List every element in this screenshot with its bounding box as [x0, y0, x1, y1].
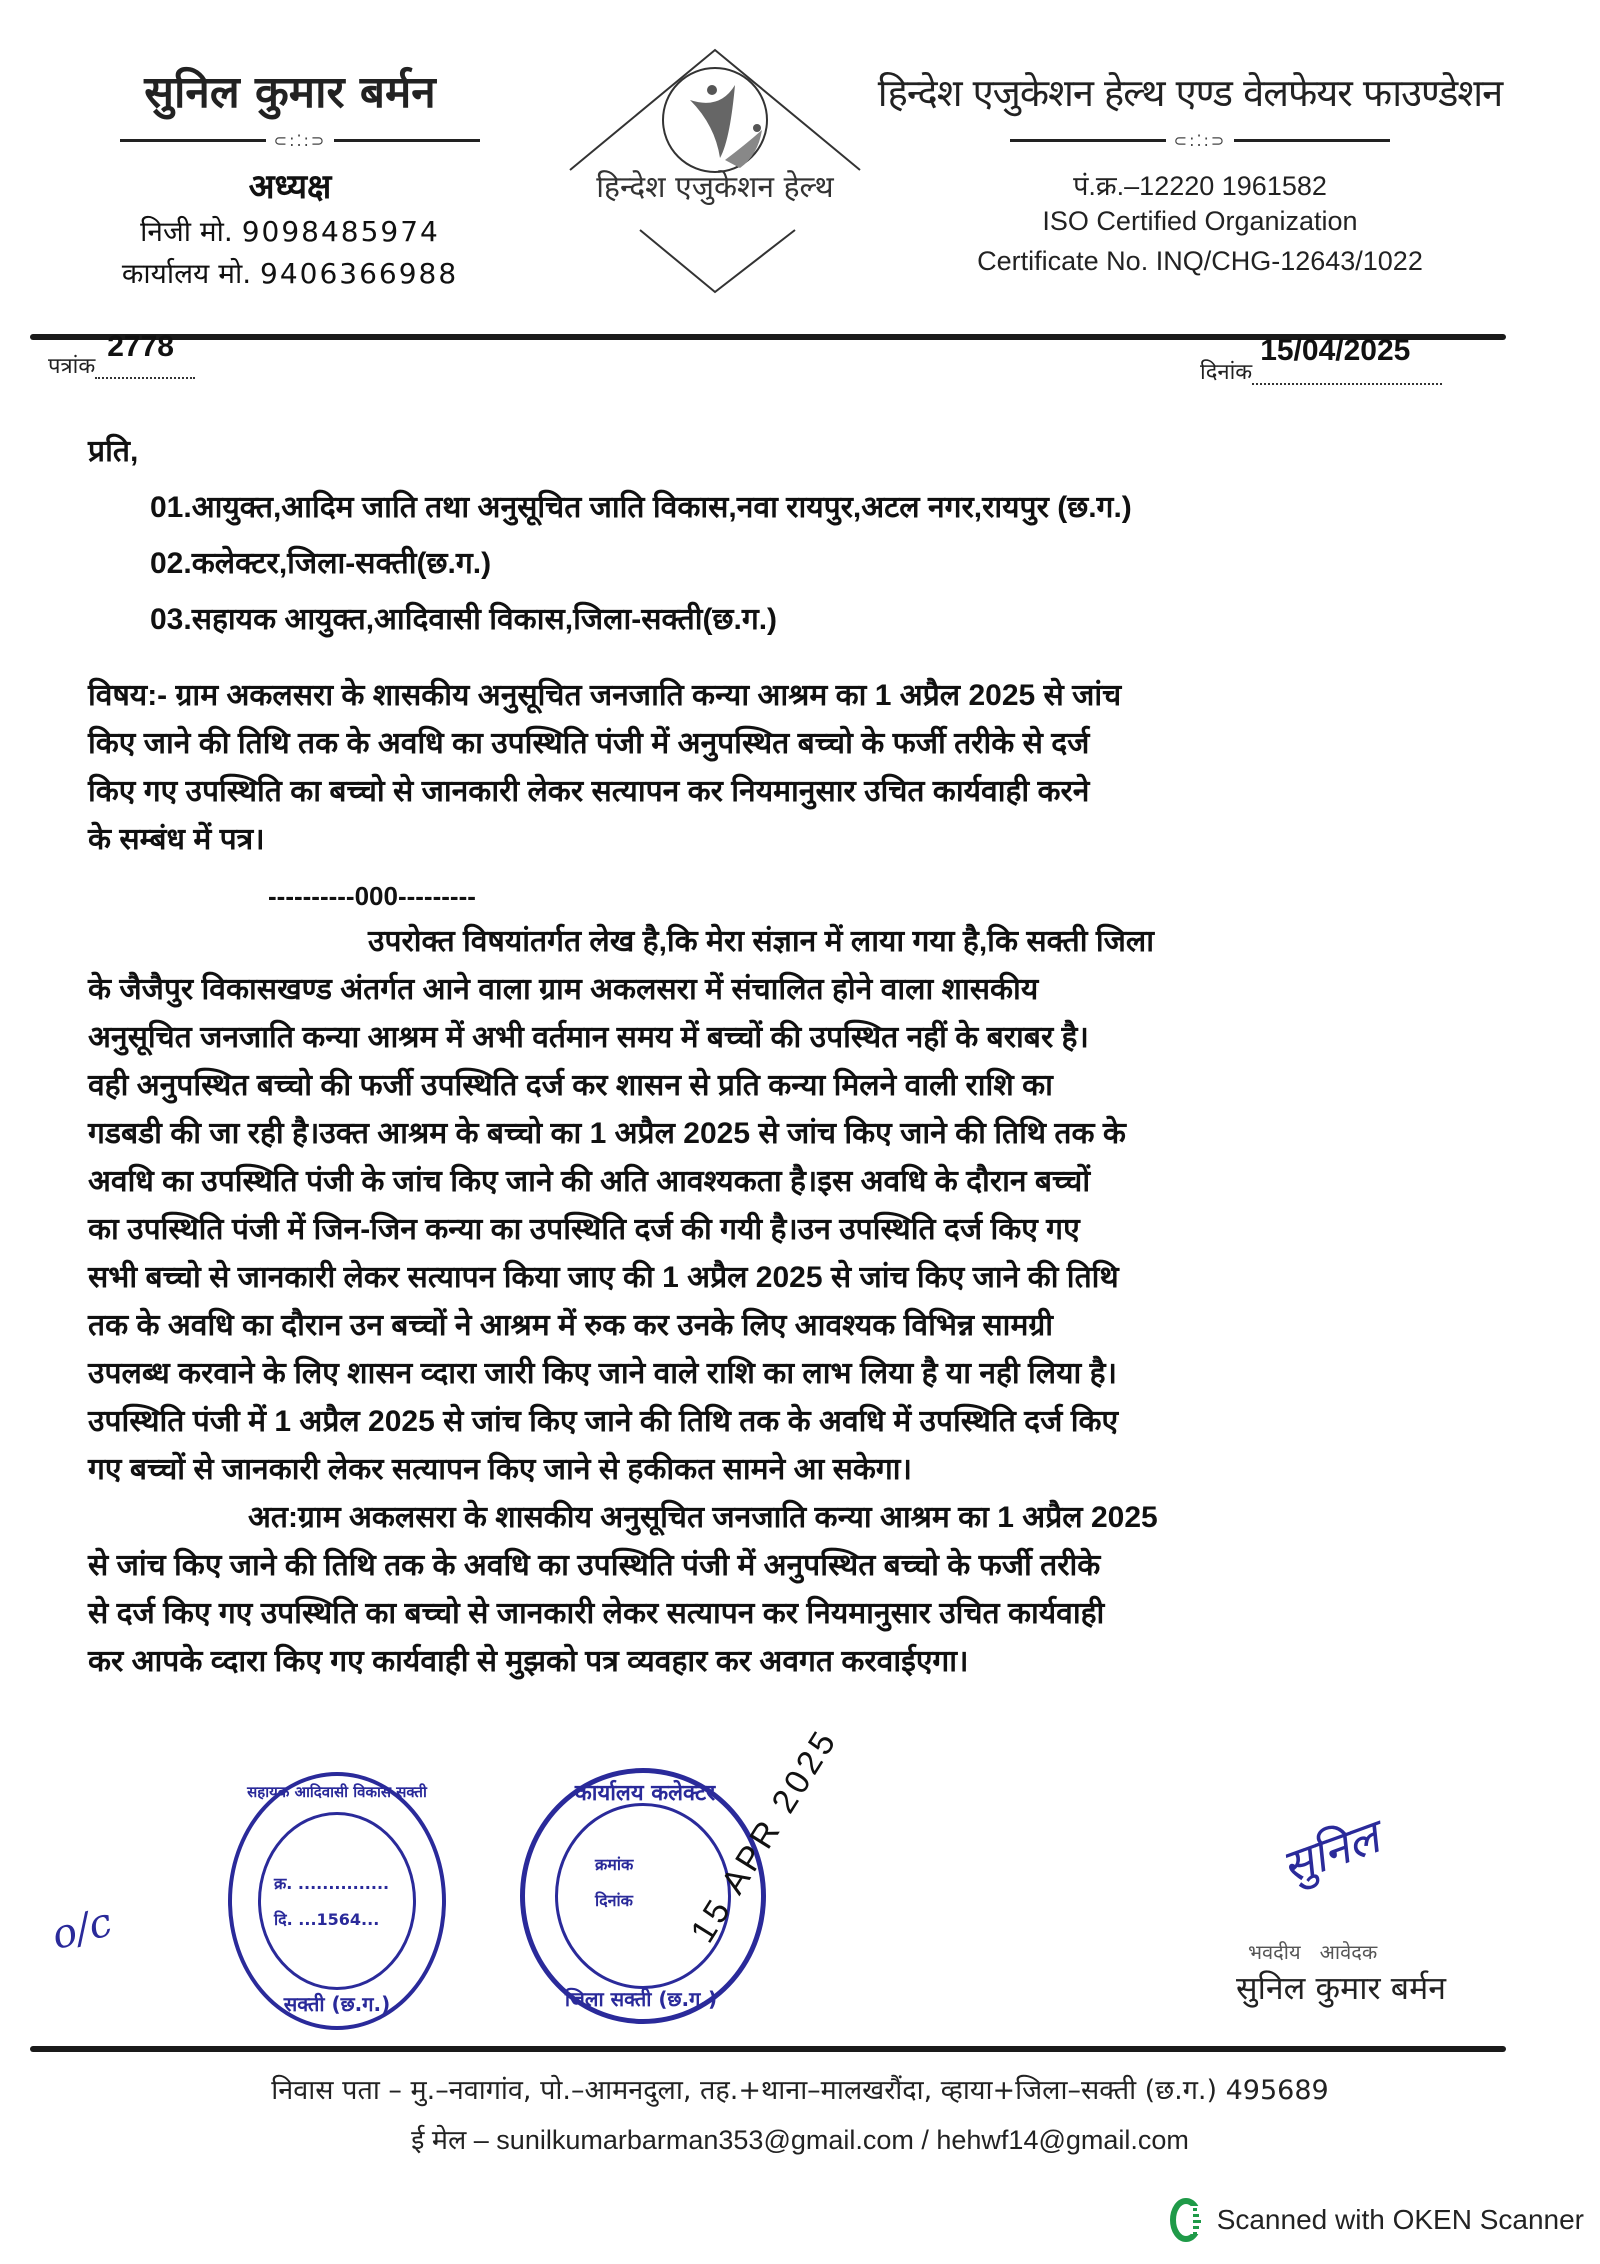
salutation: प्रति,	[88, 435, 139, 468]
right-ornament: ⊂:⁚:⊃	[1010, 130, 1390, 150]
phone-office: कार्यालय मो. 9406366988	[121, 257, 459, 290]
received-stamp-2: कार्यालय कलेक्टर क्रमांक दिनांक जिला सक्ती (छ.ग.)	[520, 1768, 766, 2024]
signatory-name: सुनिल कुमार बर्मन	[1236, 1969, 1446, 2007]
letter-date: दिनांक 15/04/2025	[1200, 356, 1442, 386]
certificate-number: Certificate No. INQ/CHG-12643/1022	[977, 246, 1423, 276]
subject: विषय:- ग्राम अकलसरा के शासकीय अनुसूचित जनजाति कन्या आश्रम का 1 अप्रैल 2025 से जांच किए जाने की तिथि तक के अवधि का उपस्थिति पंजी में अनुपस्थित बच्चो के फर्जी तरीके से दर्ज किए गए उपस्थिति का बच्चो से जानकारी लेकर सत्यापन कर नियमानुसार उचित कार्यवाही करने के सम्बंध में पत्र।	[88, 679, 1122, 856]
letterhead-name: सुनिल कुमार बर्मन	[144, 67, 436, 118]
reference-number: पत्रांक 2778	[48, 350, 195, 380]
left-ornament: ⊂:⁚:⊃	[120, 130, 480, 150]
signature-closing: भवदीय आवेदक	[1248, 1940, 1378, 1964]
subject-separator: ----------000---------	[268, 881, 476, 911]
residential-address: निवास पता – मु.–नवागांव, पो.–आमनदुला, तह.+थाना–मालखरौंदा, व्हाया+जिला–सक्ती (छ.ग.) 495689	[271, 2075, 1329, 2106]
recipient-list	[150, 480, 1530, 648]
signature-scrawl: सुनिल	[1274, 1809, 1387, 1895]
body-paragraph-2: अत:ग्राम अकलसरा के शासकीय अनुसूचित जनजाति कन्या आश्रम का 1 अप्रैल 2025 से जांच किए जाने की तिथि तक के अवधि का उपस्थिति पंजी में अनुपस्थित बच्चो के फर्जी तरीके से दर्ज किए गए उपस्थिति का बच्चो से जानकारी लेकर सत्यापन कर नियमानुसार उचित कार्यवाही कर आपके व्दारा किए गए कार्यवाही से मुझको पत्र व्यवहार कर अवगत करवाईएगा।	[88, 1501, 1158, 1678]
footer-divider	[30, 2046, 1506, 2052]
body-paragraph-1: उपरोक्त विषयांतर्गत लेख है,कि मेरा संज्ञान में लाया गया है,कि सक्ती जिला के जैजैपुर विकासखण्ड अंतर्गत आने वाला ग्राम अकलसरा में संचालित होने वाला शासकीय अनुसूचित जनजाति कन्या आश्रम में अभी वर्तमान समय में बच्चों की उपस्थित नहीं के बराबर है। वही अनुपस्थित बच्चो की फर्जी उपस्थिति दर्ज कर शासन से प्रति कन्या मिलने वाली राशि का गडबडी की जा रही है।उक्त आश्रम के बच्चो का 1 अप्रैल 2025 से जांच किए जाने की तिथि तक के अवधि का उपस्थिति पंजी के जांच किए जाने की अति आवश्यकता है।इस अवधि के दौरान बच्चों का उपस्थिति पंजी में जिन-जिन कन्या का उपस्थिति दर्ज की गयी है।उन उपस्थिति दर्ज किए गए सभी बच्चो से जानकारी लेकर सत्यापन किया जाए की 1 अप्रैल 2025 से जांच किए जाने की तिथि तक के अवधि का दौरान उन बच्चों ने आश्रम में रुक कर उनके लिए आवश्यक विभिन्न सामग्री उपलब्ध करवाने के लिए शासन व्दारा जारी किए जाने वाले राशि का लाभ लिया है या नही लिया है। उपस्थिति पंजी में 1 अप्रैल 2025 से जांच किए जाने की तिथि तक के अवधि में उपस्थिति दर्ज किए गए बच्चों से जानकारी लेकर सत्यापन किए जाने से हकीकत सामने आ सकेगा।	[88, 925, 1155, 1486]
received-stamp-1: सहायक आदिवासी विकास सक्ती क्र. ............... दि. ...1564... सक्ती (छ.ग.)	[228, 1772, 446, 2030]
recipient-3: 03.सहायक आयुक्त,आदिवासी विकास,जिला-सक्ती(छ.ग.)	[150, 603, 778, 636]
logo-caption: हिन्देश एजुकेशन हेल्थ	[596, 170, 834, 205]
oken-scanner-logo-icon	[1169, 2196, 1203, 2244]
iso-certification: ISO Certified Organization	[1042, 206, 1358, 236]
recipient-1: 01.आयुक्त,आदिम जाति तथा अनुसूचित जाति विकास,नवा रायपुर,अटल नगर,रायपुर (छ.ग.)	[150, 491, 1132, 524]
scanner-watermark	[1169, 2196, 1584, 2244]
organization-name: हिन्देश एजुकेशन हेल्थ एण्ड वेलफेयर फाउण्डेशन	[877, 71, 1503, 115]
recipient-2: 02.कलेक्टर,जिला-सक्ती(छ.ग.)	[150, 547, 492, 580]
received-date-stamp: 15 APR 2025	[683, 1721, 846, 1950]
oc-mark: o/c	[47, 1899, 117, 1959]
phone-personal: निजी मो. 9098485974	[140, 215, 440, 248]
scanner-watermark-text: Scanned with OKEN Scanner	[1216, 2204, 1584, 2235]
registration-number: पं.क्र.–12220 1961582	[1073, 171, 1327, 201]
letterhead-role: अध्यक्ष	[248, 167, 332, 207]
email-addresses: ई मेल – sunilkumarbarman353@gmail.com / hehwf14@gmail.com	[411, 2125, 1189, 2155]
